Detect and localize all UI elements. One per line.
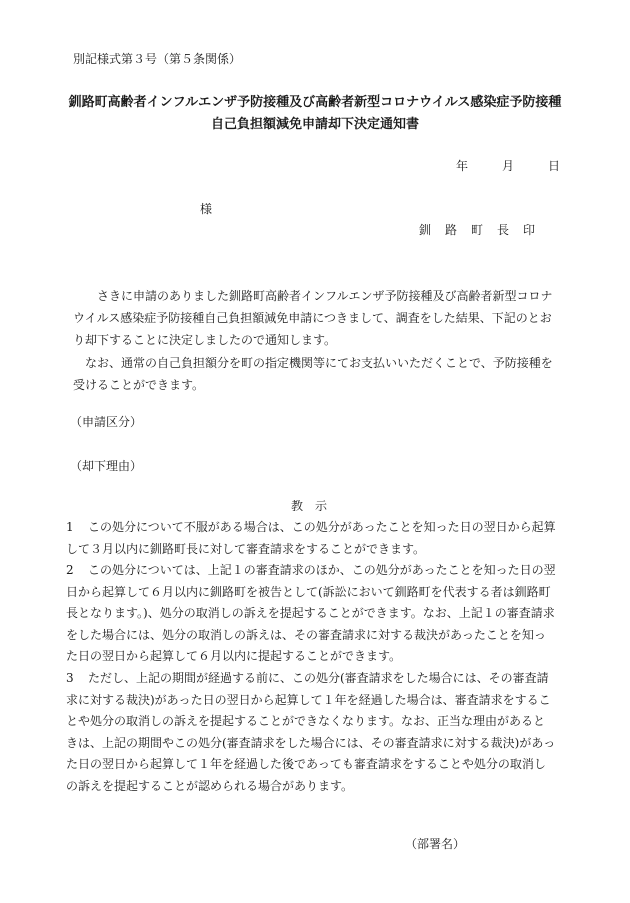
instruction-item-number: 2 [66, 563, 74, 577]
body-paragraph-2: なお、通常の自己負担額分を町の指定機関等にてお支払いいただくことで、予防接種を受けることができます。 [73, 356, 553, 392]
body-paragraph-1: さきに申請のありました釧路町高齢者インフルエンザ予防接種及び高齢者新型コロナウイルス感染症予防接種自己負担額減免申請につきまして、調査をした結果、下記のとおり却下することに決定しましたので通知します。 [73, 289, 553, 347]
date-line [456, 157, 560, 174]
document-title-line2: 自己負担額減免申請却下決定通知書 [210, 117, 419, 132]
date-year: 年 [456, 159, 469, 173]
date-month: 月 [502, 159, 515, 173]
addressee: 様 [200, 202, 213, 216]
instruction-item [66, 560, 556, 668]
instruction-item-number: 1 [66, 520, 74, 534]
instruction-item-text: この処分について不服がある場合は、この処分があったことを知った日の翌日から起算して３月以内に釧路町長に対して審査請求をすることができます。 [66, 520, 556, 556]
issuer-seal: 釧路町長印 [419, 223, 550, 237]
rejection-reason-label: （却下理由） [70, 459, 143, 473]
department-name: （部署名） [405, 837, 466, 851]
date-day: 日 [548, 159, 561, 173]
instruction-item [66, 517, 556, 560]
instruction-item [66, 668, 556, 797]
document-title-line1: 釧路町高齢者インフルエンザ予防接種及び高齢者新型コロナウイルス感染症予防接種 [68, 95, 562, 110]
instruction-item-number: 3 [66, 671, 74, 685]
instruction-item-text: この処分については、上記１の審査請求のほか、この処分があったことを知った日の翌日から起算して６月以内に釧路町を被告として(訴訟において釧路町を代表する者は釧路町長となります。)、処分の取消しの訴えを提起することができます。なお、上記１の審査請求をした場合には、処分の取消しの訴えは、その審査請求に対する裁決があったことを知った日の翌日から起算して６月以内に提起することができます。 [66, 563, 556, 663]
instruction-heading: 教示 [290, 499, 339, 513]
application-category-label: （申請区分） [70, 415, 143, 429]
form-number: 別記様式第３号（第５条関係） [73, 52, 242, 66]
instruction-item-text: ただし、上記の期間が経過する前に、この処分(審査請求をした場合には、その審査請求に対する裁決)があった日の翌日から起算して１年を経過した場合は、審査請求をすることや処分の取消しの訴えを提起することができなくなります。なお、正当な理由があるときは、上記の期間やこの処分(審査請求をした場合には、その審査請求に対する裁決)があった日の翌日から起算して１年を経過した後であっても審査請求をすることや処分の取消しの訴えを提起することが認められる場合があります。 [66, 671, 556, 793]
